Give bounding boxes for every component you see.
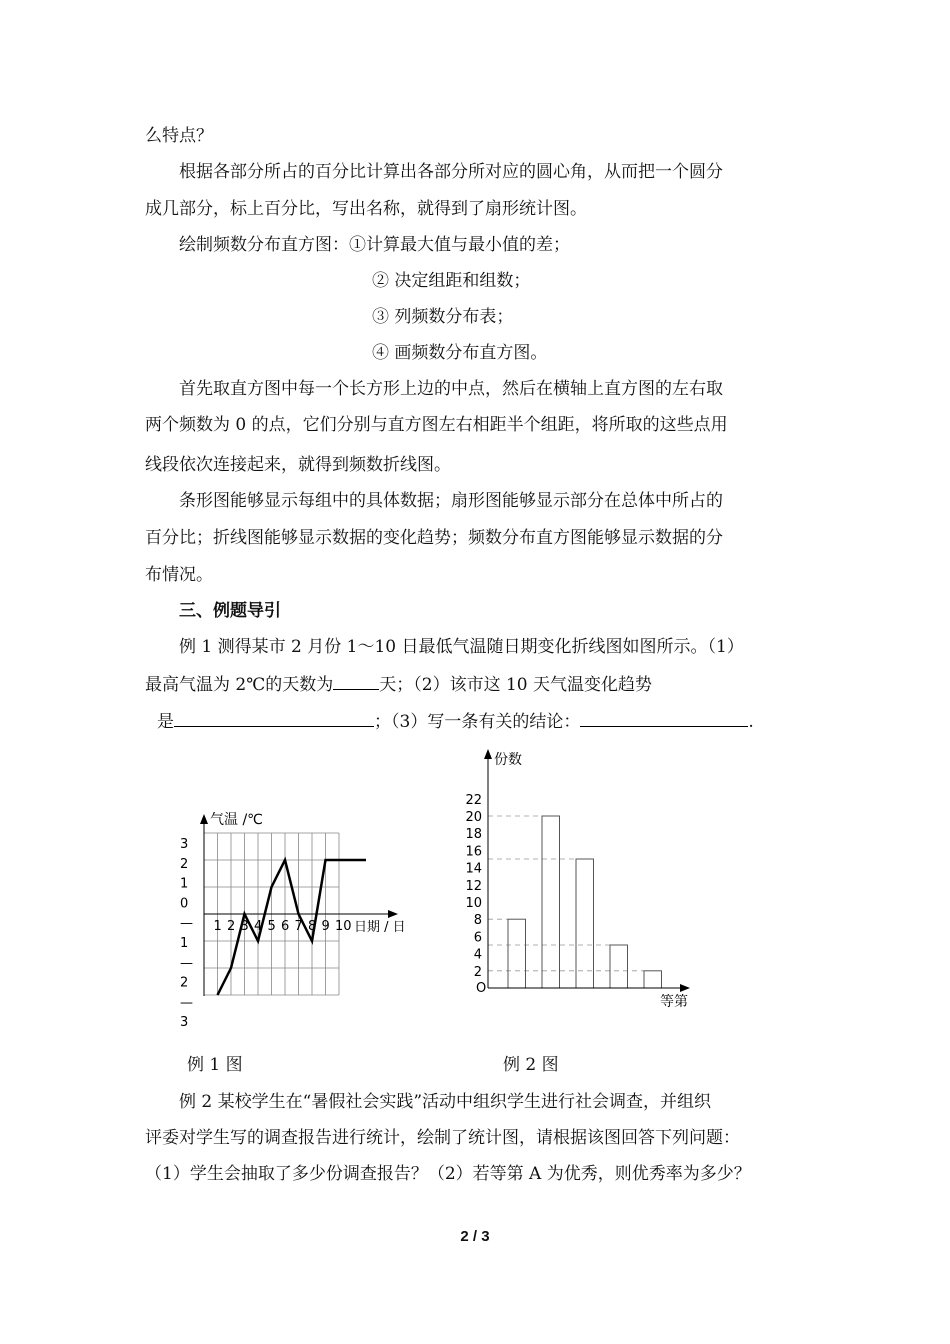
text-segment: 最高气温为 2℃的天数为 xyxy=(145,675,334,695)
x-axis-label: 日期 / 日 xyxy=(354,920,406,935)
answer-blank xyxy=(174,710,374,727)
text-segment: . xyxy=(748,712,754,732)
text-line xyxy=(145,673,652,695)
page-number: 2 / 3 xyxy=(460,1228,490,1245)
y-tick-label: — xyxy=(180,955,193,971)
y-tick-label: 2 xyxy=(180,856,189,872)
x-tick-label: 6 xyxy=(281,919,290,934)
y-axis-arrow-icon xyxy=(200,814,208,824)
text-line: 两个频数为 0 的点，它们分别与直方图左右相距半个组距，将所取的这些点用 xyxy=(145,415,728,435)
y-tick-label: 16 xyxy=(465,844,482,860)
figure-caption: 例 1 图 xyxy=(187,1055,243,1075)
y-tick-label: 8 xyxy=(473,913,482,929)
line-chart xyxy=(170,800,430,1040)
text-segment: ；（3）写一条有关的结论： xyxy=(374,712,581,732)
bar xyxy=(542,816,560,988)
text-segment: 是 xyxy=(157,712,174,732)
answer-blank xyxy=(333,673,379,690)
x-axis-arrow-icon xyxy=(680,984,690,992)
answer-blank xyxy=(580,710,748,727)
y-tick-label: 0 xyxy=(180,896,189,912)
text-line: 成几部分，标上百分比，写出名称，就得到了扇形统计图。 xyxy=(145,199,587,219)
x-tick-label: 5 xyxy=(267,919,276,934)
x-tick-label: 1 xyxy=(213,919,222,934)
x-tick-label: 4 xyxy=(254,919,263,934)
y-tick-label: 3 xyxy=(180,837,189,852)
y-tick-label: 1 xyxy=(180,936,189,951)
y-tick-label: 4 xyxy=(473,947,482,963)
y-axis-label: 份数 xyxy=(494,752,522,768)
text-line: 例 2 某校学生在“暑假社会实践”活动中组织学生进行社会调查，并组织 xyxy=(179,1092,712,1112)
x-tick-label: 8 xyxy=(308,919,317,934)
bar xyxy=(508,919,526,988)
y-tick-label: 14 xyxy=(465,861,482,877)
text-line: 首先取直方图中每一个长方形上边的中点，然后在横轴上直方图的左右取 xyxy=(179,379,723,399)
y-tick-label: 22 xyxy=(465,792,482,808)
x-tick-label: 7 xyxy=(294,919,303,934)
text-line: 么特点？ xyxy=(145,126,213,146)
text-line: 绘制频数分布直方图：①计算最大值与最小值的差； xyxy=(179,235,570,255)
bar xyxy=(576,859,594,988)
origin-label: O xyxy=(476,981,487,996)
x-axis-label: 等第 xyxy=(660,994,688,1010)
x-tick-label: 9 xyxy=(321,919,330,934)
bar-chart xyxy=(460,745,720,1025)
y-tick-label: 1 xyxy=(180,876,189,892)
y-tick-label: 18 xyxy=(465,827,482,843)
y-axis-label: 气温 /℃ xyxy=(210,812,263,828)
y-tick-label: 3 xyxy=(180,1015,189,1031)
text-line: 布情况。 xyxy=(145,565,213,585)
x-tick-label: 2 xyxy=(227,919,236,934)
x-axis-arrow-icon xyxy=(388,910,398,918)
text-line: （1）学生会抽取了多少份调查报告？（2）若等第 A 为优秀，则优秀率为多少？ xyxy=(145,1164,751,1184)
text-line xyxy=(157,710,754,732)
text-line: 评委对学生写的调查报告进行统计，绘制了统计图，请根据该图回答下列问题： xyxy=(145,1128,740,1148)
y-tick-label: 2 xyxy=(473,964,482,980)
y-axis-arrow-icon xyxy=(484,749,492,759)
text-line: 例 1 测得某市 2 月份 1～10 日最低气温随日期变化折线图如图所示。（1） xyxy=(179,637,744,657)
text-line: ② 决定组距和组数； xyxy=(372,271,531,291)
text-line: 线段依次连接起来，就得到频数折线图。 xyxy=(145,455,451,475)
section-heading: 三、例题导引 xyxy=(179,601,281,621)
bar xyxy=(644,971,662,988)
bar xyxy=(610,945,628,988)
y-tick-label: 2 xyxy=(180,975,189,991)
text-segment: 天；（2）该市这 10 天气温变化趋势 xyxy=(379,675,653,695)
text-line: ④ 画频数分布直方图。 xyxy=(372,343,548,363)
y-tick-label: 10 xyxy=(465,896,482,911)
y-tick-label: 6 xyxy=(473,930,482,946)
y-tick-label: — xyxy=(180,995,193,1011)
text-line: 根据各部分所占的百分比计算出各部分所对应的圆心角，从而把一个圆分 xyxy=(179,162,723,182)
x-tick-label: 3 xyxy=(240,919,249,934)
text-line: ③ 列频数分布表； xyxy=(372,307,514,327)
text-line: 百分比；折线图能够显示数据的变化趋势；频数分布直方图能够显示数据的分 xyxy=(145,528,723,548)
text-line: 条形图能够显示每组中的具体数据；扇形图能够显示部分在总体中所占的 xyxy=(179,491,723,511)
y-tick-label: — xyxy=(180,916,193,932)
y-tick-label: 12 xyxy=(465,878,482,894)
y-tick-label: 20 xyxy=(465,810,482,825)
x-tick-label: 10 xyxy=(335,919,352,934)
figure-caption: 例 2 图 xyxy=(503,1055,559,1075)
